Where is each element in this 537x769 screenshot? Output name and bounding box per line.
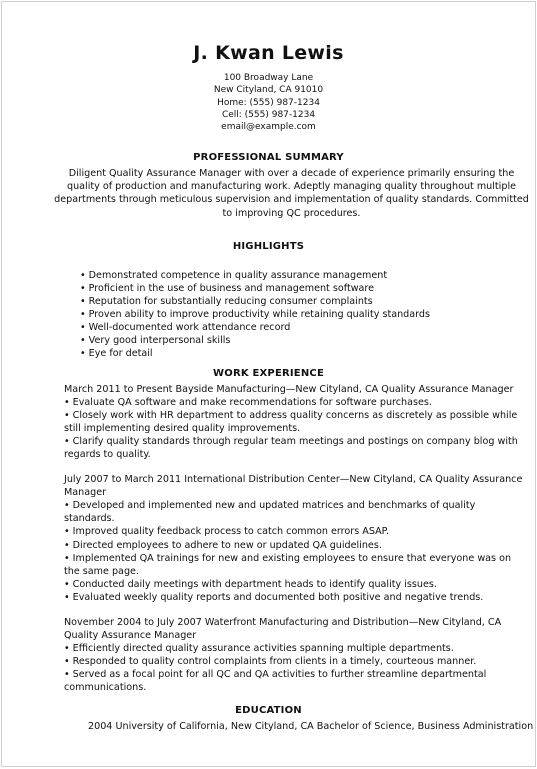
job-header: July 2007 to March 2011 International Distribution Center—New Cityland, CA Quality Assurance Manager: [64, 474, 523, 499]
list-item: • Eye for detail: [80, 347, 430, 360]
job-entry: [64, 473, 525, 603]
list-item: • Improved quality feedback process to catch common errors ASAP.: [64, 525, 525, 538]
summary-heading: PROFESSIONAL SUMMARY: [193, 152, 344, 163]
list-item: • Served as a focal point for all QC and QA activities to further streamline departmental communications.: [64, 668, 525, 694]
list-item: • Demonstrated competence in quality assurance management: [80, 269, 430, 282]
highlights-heading: HIGHLIGHTS: [232, 241, 305, 252]
education-entry: 2004 University of California, New Cityland, CA Bachelor of Science, Business Administration: [88, 721, 534, 732]
list-item: • Well-documented work attendance record: [80, 321, 430, 334]
address-line-1: 100 Broadway Lane: [223, 73, 314, 83]
list-item: • Evaluate QA software and make recommendations for software purchases.: [64, 396, 525, 409]
email-address: email@example.com: [221, 122, 316, 133]
summary-text: Diligent Quality Assurance Manager with over a decade of experience primarily ensuring the quality of production and manufacturing work. Adeptly managing quality throughout multiple departments through meticulous supervision and implementation of quality standards. Committed to improving QC procedures.: [54, 168, 529, 219]
list-item: • Proficient in the use of business and management software: [80, 282, 430, 295]
job-bullets: [64, 396, 525, 461]
candidate-name: J. Kwan Lewis: [193, 42, 344, 64]
list-item: • Evaluated weekly quality reports and documented both positive and negative trends.: [64, 591, 525, 604]
contact-block: [2, 72, 535, 133]
education-heading: EDUCATION: [235, 705, 302, 716]
highlights-list: [80, 269, 430, 360]
job-header: November 2004 to July 2007 Waterfront Manufacturing and Distribution—New Cityland, CA Quality Assurance Manager: [64, 616, 502, 641]
experience-heading: WORK EXPERIENCE: [213, 368, 324, 379]
job-bullets: [64, 499, 525, 603]
job-entry: [64, 383, 525, 461]
job-header: March 2011 to Present Bayside Manufacturing—New Cityland, CA Quality Assurance Manager: [64, 384, 514, 395]
resume-page: [1, 1, 536, 767]
list-item: • Efficiently directed quality assurance activities spanning multiple departments.: [64, 642, 525, 655]
list-item: • Proven ability to improve productivity while retaining quality standards: [80, 308, 430, 321]
list-item: • Reputation for substantially reducing consumer complaints: [80, 295, 430, 308]
list-item: • Developed and implemented new and updated matrices and benchmarks of quality standards.: [64, 499, 525, 525]
list-item: • Conducted daily meetings with department heads to identify quality issues.: [64, 578, 525, 591]
experience-list: [64, 383, 525, 694]
home-phone: Home: (555) 987-1234: [217, 97, 320, 108]
list-item: • Directed employees to adhere to new or updated QA guidelines.: [64, 539, 525, 552]
list-item: • Closely work with HR department to address quality concerns as discretely as possible while still implementing desired quality improvements.: [64, 409, 525, 435]
list-item: • Very good interpersonal skills: [80, 334, 430, 347]
address-line-2: New Cityland, CA 91010: [213, 85, 324, 96]
job-bullets: [64, 642, 525, 694]
job-entry: [64, 616, 525, 694]
list-item: • Responded to quality control complaints from clients in a timely, courteous manner.: [64, 655, 525, 668]
list-item: • Clarify quality standards through regular team meetings and postings on company blog with regards to quality.: [64, 435, 525, 461]
list-item: • Implemented QA trainings for new and existing employees to ensure that everyone was on the same page.: [64, 552, 525, 578]
cell-phone: Cell: (555) 987-1234: [221, 109, 316, 120]
